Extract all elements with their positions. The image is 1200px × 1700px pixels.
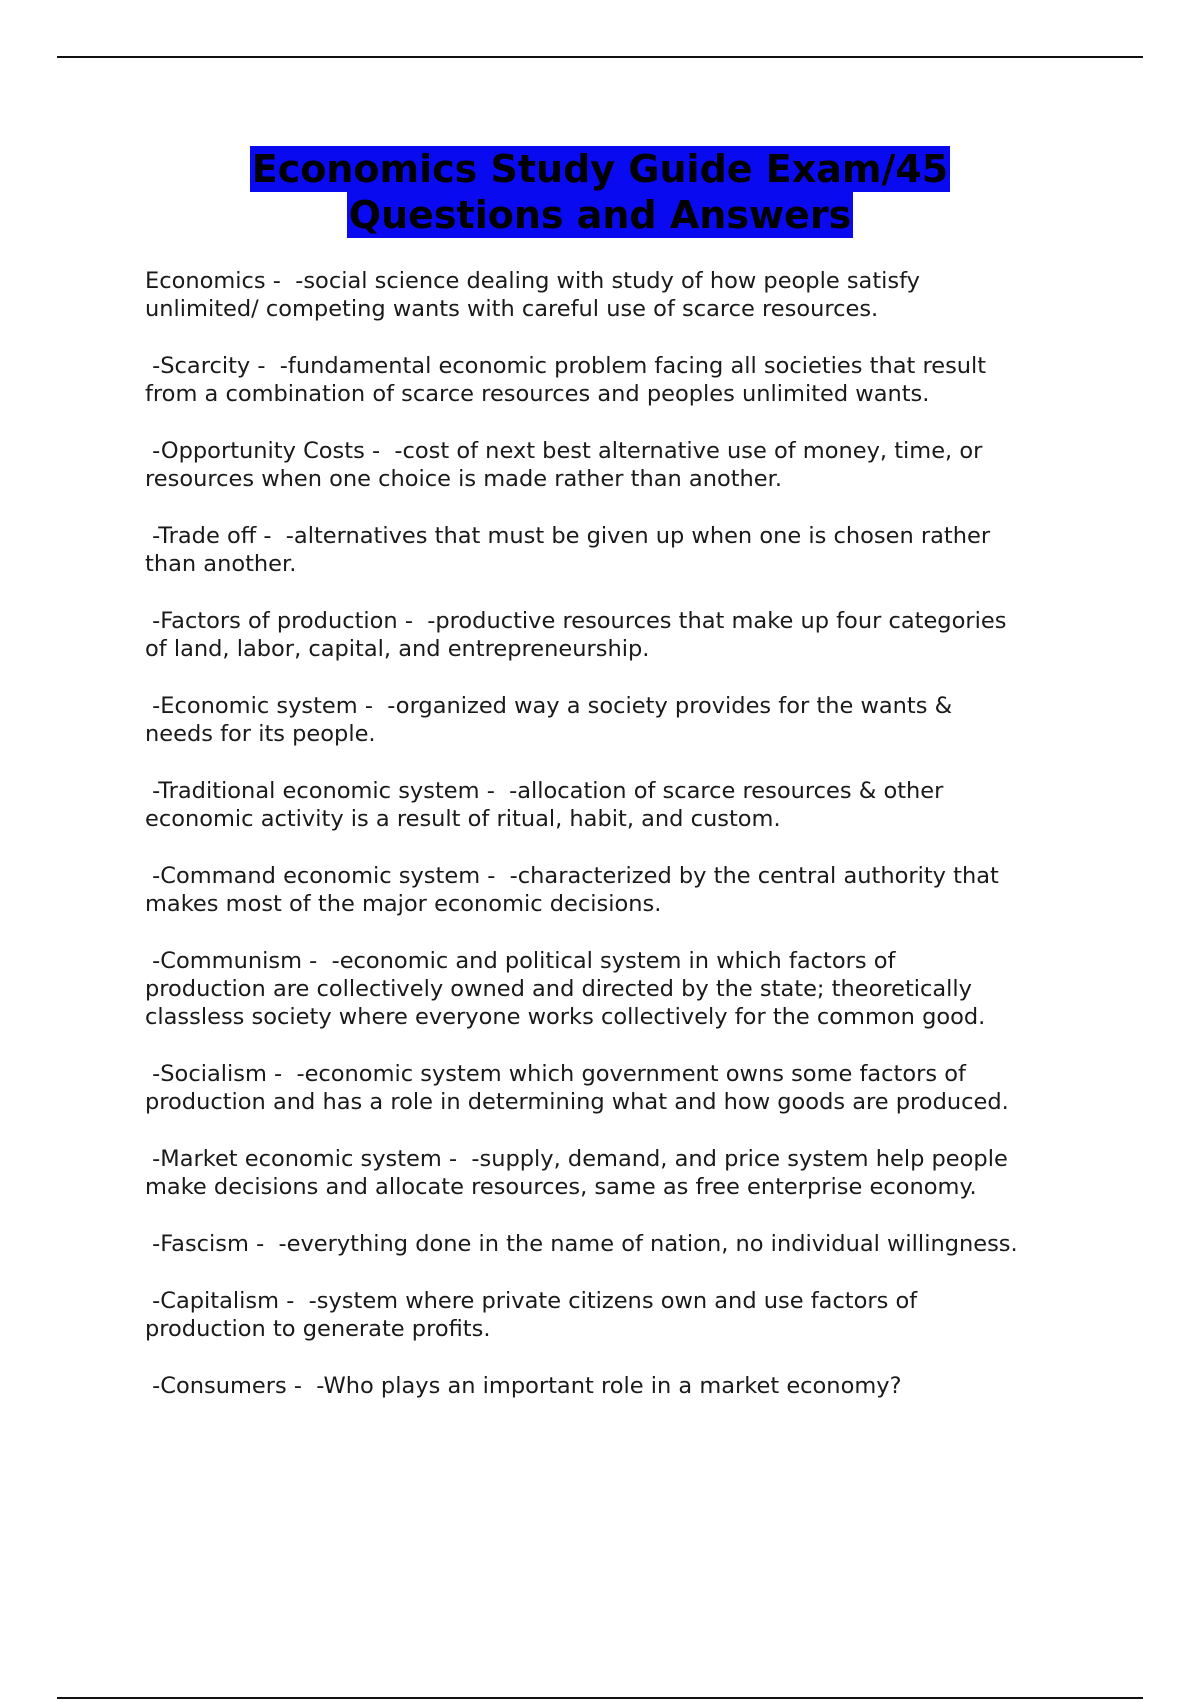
entry-trade-off: -Trade off - -alternatives that must be given up when one is chosen rather than another. xyxy=(145,523,991,577)
entry-socialism: -Socialism - -economic system which government owns some factors of production and has a role in determining what and how goods are produced. xyxy=(145,1061,1009,1115)
title-line-1: Economics Study Guide Exam/45 xyxy=(251,147,949,191)
footer-rule xyxy=(57,1697,1143,1699)
entry-fascism: -Fascism - -everything done in the name of nation, no individual willingness. xyxy=(145,1231,1018,1257)
entry-factors-of-production: -Factors of production - -productive resources that make up four categories of land, labor, capital, and entrepreneurship. xyxy=(145,608,1007,662)
entry-market-economic-system: -Market economic system - -supply, demand, and price system help people make decisions and allocate resources, same as free enterprise economy. xyxy=(145,1146,1008,1200)
entry-communism: -Communism - -economic and political system in which factors of production are collectively owned and directed by the state; theoretically classless society where everyone works collectively for the common good. xyxy=(145,948,986,1030)
entry-opportunity-costs: -Opportunity Costs - -cost of next best alternative use of money, time, or resources when one choice is made rather than another. xyxy=(145,438,983,492)
entry-traditional-economic-system: -Traditional economic system - -allocation of scarce resources & other economic activity is a result of ritual, habit, and custom. xyxy=(145,778,944,832)
entry-capitalism: -Capitalism - -system where private citizens own and use factors of production to generate profits. xyxy=(145,1288,918,1342)
study-guide-body xyxy=(145,267,1095,1429)
entry-economic-system: -Economic system - -organized way a society provides for the wants & needs for its people. xyxy=(145,693,953,747)
entry-command-economic-system: -Command economic system - -characterized by the central authority that makes most of the major economic decisions. xyxy=(145,863,999,917)
header-rule xyxy=(57,56,1143,58)
entry-economics: Economics - -social science dealing with study of how people satisfy unlimited/ competing wants with careful use of scarce resources. xyxy=(145,268,920,322)
document-title xyxy=(0,146,1200,238)
entry-scarcity: -Scarcity - -fundamental economic problem facing all societies that result from a combination of scarce resources and peoples unlimited wants. xyxy=(145,353,987,407)
title-line-2: Questions and Answers xyxy=(348,193,852,237)
entry-consumers: -Consumers - -Who plays an important role in a market economy? xyxy=(145,1373,902,1399)
